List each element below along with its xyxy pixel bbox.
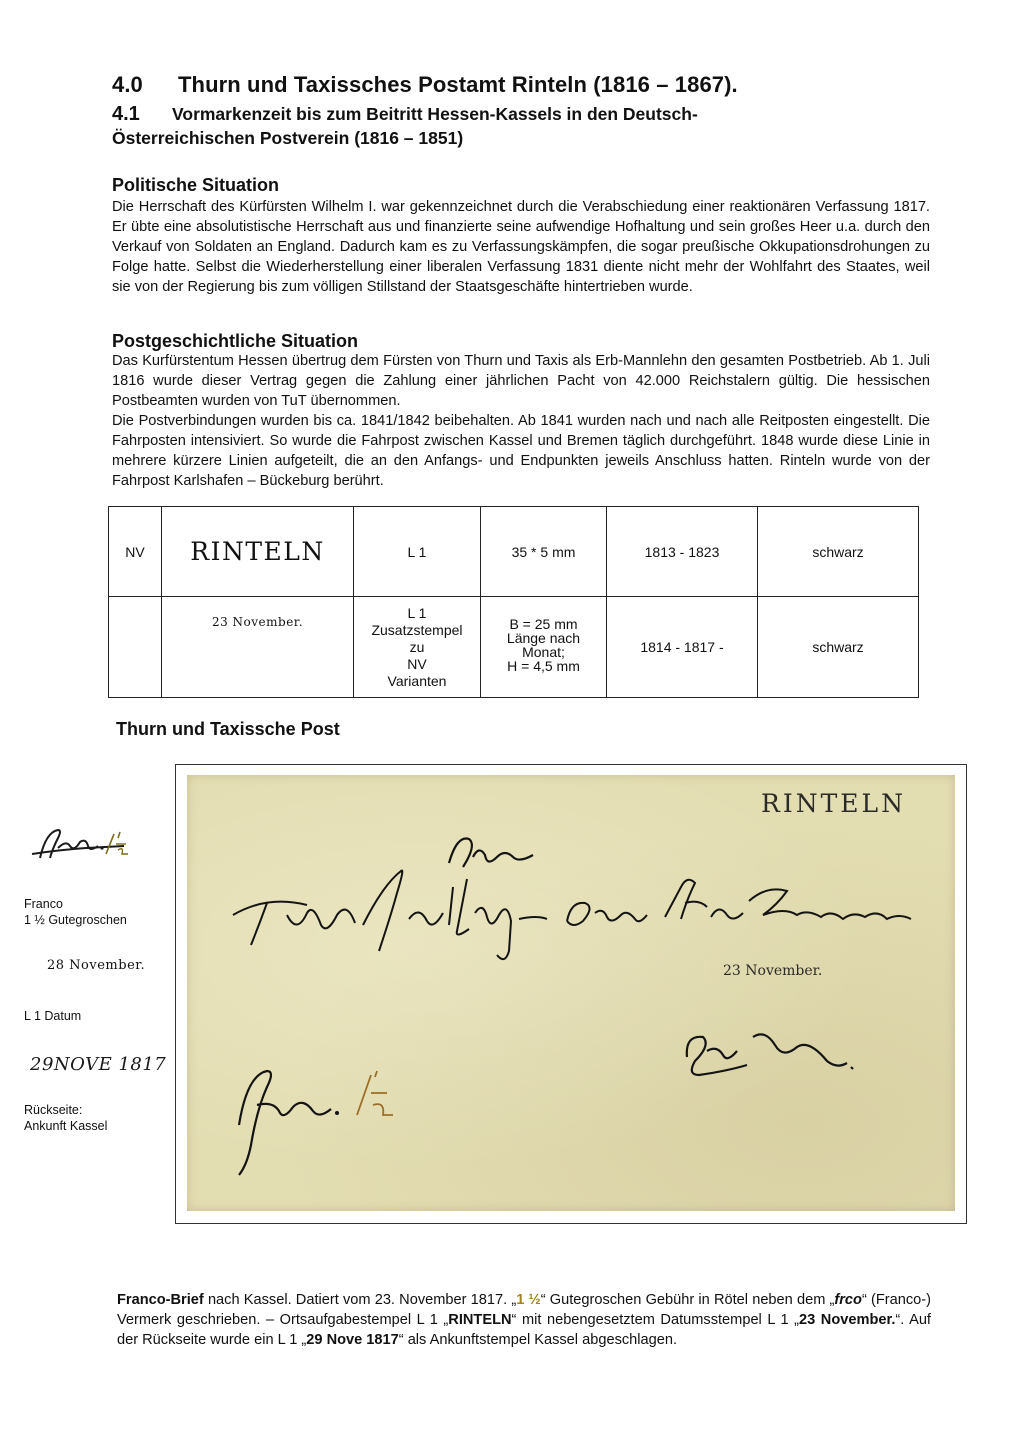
- franco-line1: Franco: [24, 897, 63, 911]
- date-label: L 1 Datum: [24, 1009, 82, 1023]
- table-row: [109, 507, 919, 597]
- type-line: Varianten: [387, 672, 447, 689]
- table-cell-period: 1813 - 1823: [607, 507, 758, 597]
- envelope-image: [187, 775, 955, 1211]
- caption-text-4: “ mit nebengesetztem Datumsstempel L 1 „: [511, 1312, 800, 1328]
- section-title: Thurn und Taxissche Post: [116, 719, 340, 739]
- politics-paragraph: [112, 197, 930, 297]
- caption-text-5: “. Auf der Rückseite wurde ein L 1 „: [117, 1312, 931, 1348]
- table-cell-color-2: schwarz: [758, 597, 919, 698]
- size-line: B = 25 mm: [509, 616, 578, 632]
- type-line: Zusatzstempel: [371, 621, 463, 638]
- franco-sample-image: [28, 818, 138, 868]
- caption-bold-1: Franco-Brief: [117, 1292, 204, 1308]
- subheading-number: 4.1: [112, 103, 140, 125]
- type-line: zu: [409, 638, 425, 655]
- envelope-rinteln-stamp: RINTELN: [761, 789, 906, 818]
- main-heading: [112, 72, 738, 98]
- heading-number: 4.0: [112, 72, 143, 97]
- postal-title: Postgeschichtliche Situation: [112, 331, 359, 351]
- caption-text-3: “ (Franco-) Vermerk geschrieben. – Ortsaufgabestempel L 1 „: [117, 1292, 932, 1328]
- envelope-date-stamp: 23 November.: [723, 963, 823, 979]
- franco-script-icon: [28, 818, 138, 868]
- arrival-sample-stamp: 29NOVE 1817: [30, 1054, 167, 1075]
- type-line: L 1: [407, 604, 427, 621]
- arrival-line1: Rückseite:: [24, 1103, 83, 1117]
- table-cell-color: schwarz: [758, 507, 919, 597]
- franco-note: [24, 896, 127, 928]
- cover-frame: [175, 764, 967, 1224]
- size-line: Länge nach Monat;: [506, 630, 581, 660]
- caption-text-6: “ als Ankunftstempel Kassel abgeschlagen.: [398, 1332, 678, 1348]
- arrival-note: [24, 1102, 107, 1134]
- postal-paragraph: [112, 351, 930, 491]
- stamp-table: [108, 506, 919, 698]
- caption-text-2: “ Gutegroschen Gebühr in Rötel neben dem „: [540, 1292, 835, 1308]
- rinteln-stamp-image: RINTELN: [190, 537, 325, 566]
- table-cell-size-2: [481, 597, 607, 698]
- politics-title: Politische Situation: [112, 175, 280, 195]
- franco-line2: 1 ½ Gutegroschen: [24, 913, 127, 927]
- arrival-line2: Ankunft Kassel: [24, 1119, 108, 1133]
- caption-bold-2: frco: [834, 1292, 862, 1308]
- table-cell-stamp-image: [162, 507, 354, 597]
- politics-text: Die Herrschaft des Kürfürsten Wilhelm I. war gekennzeichnet durch die Verabschiedung einer reaktionären Verfassung 1817. Er übte eine absolutistische Herrschaft aus und finanzierte seine aufwendige Hofhaltung und sein großes Heer u.a. durch den Verkauf von Soldaten an England. Dadurch kam es zu Verfassungskämpfen, die sogar preußische Okkupationsdrohungen zu Folge hatte. Selbst die Wiederherstellung einer liberalen Verfassung 1831 diente nicht mehr der Wohlfahrt des Staates, weil sie von der Regierung bis zum völligen Stillstand der Staatsgeschäfte hintertrieben wurde.: [112, 199, 930, 295]
- table-cell-size: 35 * 5 mm: [481, 507, 607, 597]
- table-cell-period-2: 1814 - 1817 -: [607, 597, 758, 698]
- caption-bold-3: RINTELN: [448, 1312, 512, 1328]
- caption-bold-5: 29 Nove 1817: [306, 1332, 399, 1348]
- date-sample-stamp: 28 November.: [47, 958, 146, 973]
- postal-text-2: Die Postverbindungen wurden bis ca. 1841/1842 beibehalten. Ab 1841 wurden nach und nach alle Reitposten eingestellt. Die Fahrposten intensiviert. So wurde die Fahrpost zwischen Kassel und Bremen täglich durchgeführt. 1848 wurde diese Linie in mehrere kürzere Linien aufgeteilt, die an den Anfangs- und Endpunkten jeweils Anschluss hatten. Rinteln wurde von der Fahrpost Karlshafen – Bückeburg berührt.: [112, 413, 930, 489]
- handwriting-address: [187, 775, 955, 1211]
- postal-text-1: Das Kurfürstentum Hessen übertrug dem Fürsten von Thurn und Taxis als Erb-Mannlehn den gesamten Postbetrieb. Ab 1. Juli 1816 wurde dieser Vertrag gegen die Zahlung einer jährlichen Pacht von 42.000 Reichstalern gültig. Die hessischen Postbeamten wurden von TuT übernommen.: [112, 353, 930, 409]
- caption-fee: 1 ½: [516, 1292, 541, 1308]
- date-stamp-image: 23 November.: [211, 615, 304, 629]
- caption-bold-4: 23 November.: [799, 1312, 896, 1328]
- caption: [117, 1290, 931, 1350]
- subheading-line2: Österreichischen Postverein (1816 – 1851): [112, 128, 464, 148]
- table-cell-type-2: [354, 597, 481, 698]
- table-cell-type: L 1: [354, 507, 481, 597]
- size-line: H = 4,5 mm: [507, 658, 580, 674]
- table-cell-empty: [109, 597, 162, 698]
- subheading-line1: Vormarkenzeit bis zum Beitritt Hessen-Kassels in den Deutsch-: [172, 104, 698, 124]
- table-cell-date-stamp: [162, 597, 354, 698]
- table-cell-nv: NV: [109, 507, 162, 597]
- type-line: NV: [407, 655, 427, 672]
- sub-heading: [112, 103, 698, 126]
- caption-text-1: nach Kassel. Datiert vom 23. November 1817. „: [203, 1292, 517, 1308]
- table-row: [109, 597, 919, 698]
- heading-title: Thurn und Taxissches Postamt Rinteln (1816 – 1867).: [178, 72, 738, 97]
